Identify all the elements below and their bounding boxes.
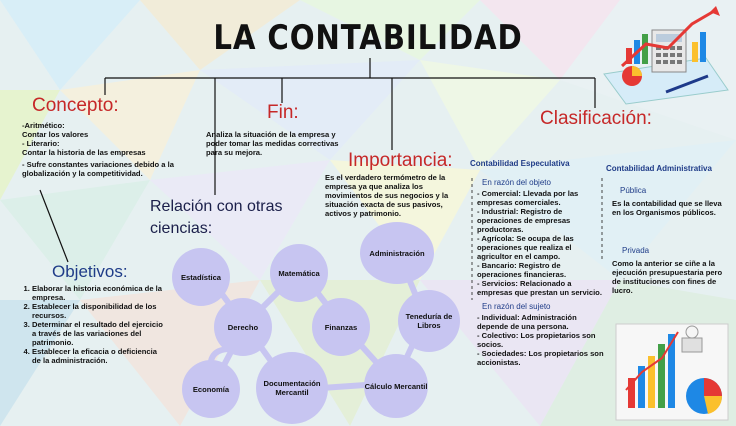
objeto-title: En razón del objeto	[482, 178, 551, 187]
list-item: 4. Establecer la eficacia o deficiencia de la administración.	[32, 347, 167, 365]
node-calculo: Cálculo Mercantil	[364, 354, 428, 418]
clasificacion-heading: Clasificación:	[540, 108, 652, 129]
privada-title: Privada	[622, 246, 650, 255]
list-item: - Individual: Administración depende de una persona.	[477, 313, 577, 331]
concepto-heading: Concepto:	[32, 95, 119, 116]
objetivos-heading: Objetivos:	[52, 262, 128, 281]
list-item: - Industrial: Registro de operaciones de empresas productoras.	[477, 207, 571, 234]
node-estadistica: Estadística	[172, 248, 230, 306]
list-item: - Agrícola: Se ocupa de las operaciones que realiza el agricultor en el campo.	[477, 234, 574, 261]
sujeto-title: En razón del sujeto	[482, 302, 551, 311]
list-item: - Comercial: Llevada por las empresas comerciales.	[477, 189, 579, 207]
sujeto-list	[477, 313, 605, 367]
page-title: LA CONTABILIDAD	[213, 18, 523, 58]
objetivos-list	[22, 284, 167, 365]
publica-title: Pública	[620, 186, 647, 195]
administrativa-title: Contabilidad Administrativa	[606, 164, 712, 173]
node-teneduria: Teneduría de Libros	[398, 290, 460, 352]
concepto-note: - Sufre constantes variaciones debido a la globalización y la competitividad.	[22, 160, 174, 178]
node-derecho: Derecho	[214, 298, 272, 356]
relacion-heading: Relación con otras ciencias:	[150, 198, 283, 237]
node-documentacion: Documentación Mercantil	[256, 352, 328, 424]
importancia-text: Es el verdadero termómetro de la empresa ya que analiza los movimientos de sus negocios y la situación exacta de sus pasivos, activos y patrimonio.	[325, 173, 449, 218]
fin-heading: Fin:	[267, 102, 299, 123]
objeto-list	[477, 189, 605, 297]
list-item: - Colectivo: Los propietarios son socios.	[477, 331, 596, 349]
list-item: - Bancario: Registro de operaciones financieras.	[477, 261, 567, 279]
list-item: 2. Establecer la disponibilidad de los recursos.	[32, 302, 167, 320]
concepto-line: Contar la historia de las empresas	[22, 148, 146, 157]
node-administracion: Administración	[360, 222, 434, 284]
node-finanzas: Finanzas	[312, 298, 370, 356]
node-economia: Economía	[182, 360, 240, 418]
calculator-chart-illustration	[596, 4, 732, 108]
concepto-line: -Aritmético:	[22, 121, 65, 130]
concepto-lines	[22, 121, 202, 157]
concepto-line: - Literario:	[22, 139, 60, 148]
node-matematica: Matemática	[270, 244, 328, 302]
publica-text: Es la contabilidad que se lleva en los Organismos públicos.	[612, 199, 722, 217]
especulativa-title: Contabilidad Especulativa	[470, 159, 570, 168]
privada-text: Como la anterior se ciñe a la ejecución presupuestaria pero de instituciones con fines de lucro.	[612, 259, 723, 295]
fin-text: Analiza la situación de la empresa y poder tomar las medidas correctivas para su mejora.	[206, 130, 339, 157]
list-item: 1. Elaborar la historia económica de la empresa.	[32, 284, 167, 302]
bar-pie-chart-illustration	[612, 318, 734, 424]
importancia-heading: Importancia:	[348, 150, 453, 171]
list-item: - Sociedades: Los propietarios son accionistas.	[477, 349, 604, 367]
concepto-line: Contar los valores	[22, 130, 89, 139]
list-item: 3. Determinar el resultado del ejercicio a través de las variaciones del patrimonio.	[32, 320, 167, 347]
list-item: - Servicios: Relacionado a empresas que prestan un servicio.	[477, 279, 602, 297]
